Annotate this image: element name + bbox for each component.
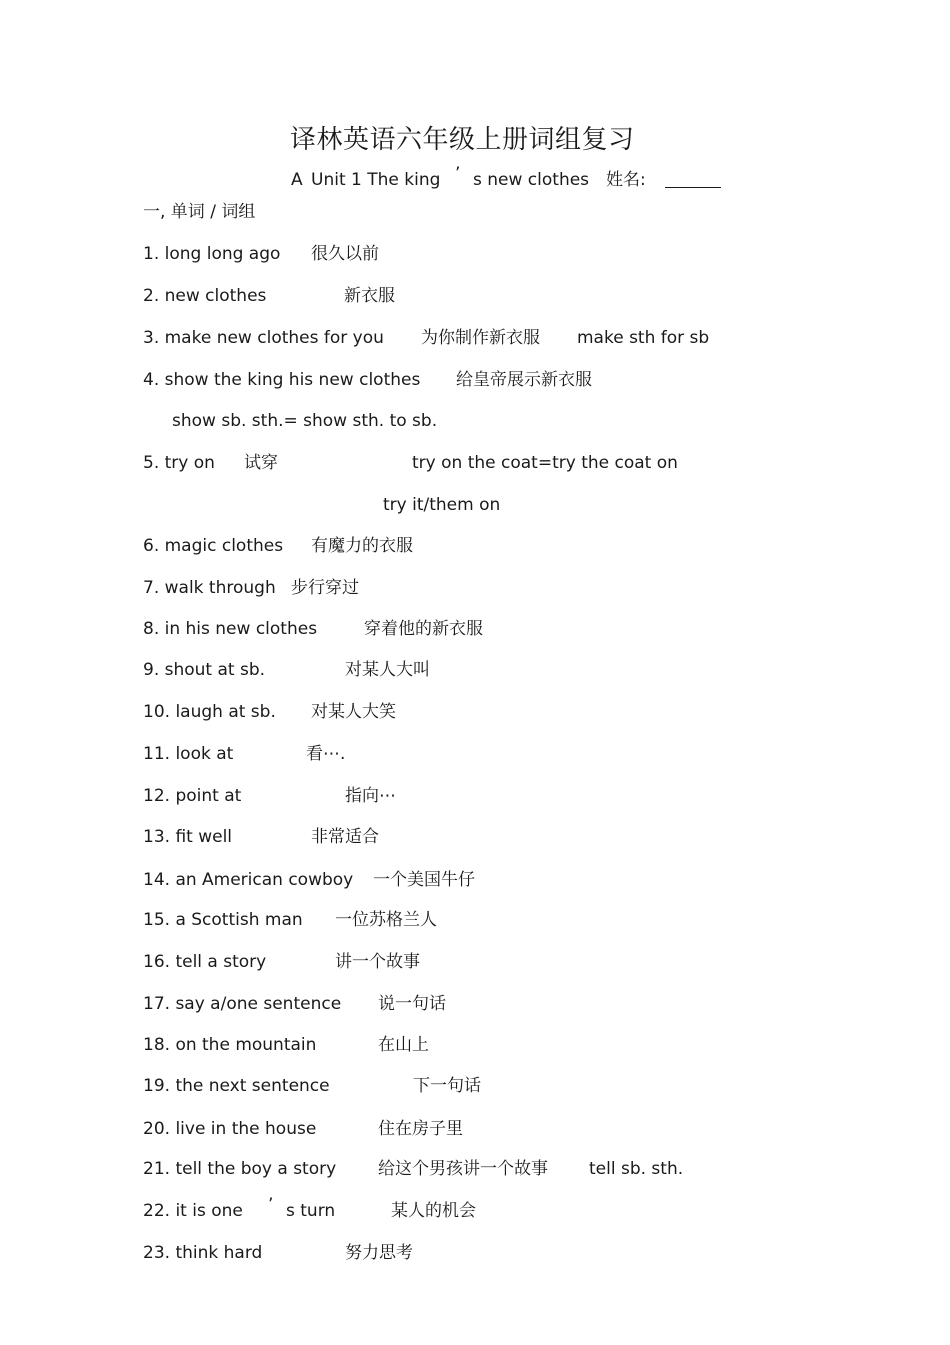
item-chinese: 说一句话 [378,994,446,1014]
item-chinese: 给这个男孩讲一个故事 [378,1159,548,1179]
item-english: 20. live in the house [143,1119,317,1139]
item-chinese: 新衣服 [344,286,395,306]
item-chinese: 穿着他的新衣服 [364,619,483,639]
item-chinese: 为你制作新衣服 [421,328,540,348]
item-chinese: 讲一个故事 [335,952,420,972]
item-chinese: 对某人大笑 [311,702,396,722]
item-english: 13. fit well [143,827,233,847]
item-english: 23. think hard [143,1243,263,1263]
item-english: 1. long long ago [143,244,281,264]
item-note: try on the coat=try the coat on [412,453,678,473]
item-english: 18. on the mountain [143,1035,317,1055]
item-chinese: 住在房子里 [378,1119,463,1139]
item-english: 10. laugh at sb. [143,702,276,722]
item-note-2: try it/them on [383,495,501,515]
item-note: make sth for sb [577,328,710,348]
item-chinese: 有魔力的衣服 [311,536,413,556]
item-english: 2. new clothes [143,286,267,306]
page-title: 译林英语六年级上册词组复习 [290,125,635,155]
unit-label-rest: s new clothes [473,170,590,190]
item-chinese: 对某人大叫 [345,660,430,680]
item-apostrophe: ’ [268,1195,274,1215]
item-english: 12. point at [143,786,242,806]
item-chinese: 步行穿过 [291,578,359,598]
item-english: 19. the next sentence [143,1076,330,1096]
item-chinese: 看⋯. [306,744,346,764]
item-chinese: 试穿 [244,453,278,473]
item-english: 11. look at [143,744,234,764]
item-english: 7. walk through [143,578,276,598]
item-english: 5. try on [143,453,215,473]
item-english: 16. tell a story [143,952,267,972]
item-chinese: 一位苏格兰人 [335,910,437,930]
item-note: show sb. sth.= show sth. to sb. [172,411,438,431]
item-english: 22. it is one [143,1201,243,1221]
item-english: 8. in his new clothes [143,619,318,639]
item-english: 3. make new clothes for you [143,328,384,348]
unit-apostrophe: ’ [455,164,461,184]
section-heading: 一, 单词 / 词组 [143,202,256,222]
unit-label: Unit 1 The king [311,170,441,190]
unit-prefix: A [291,170,303,190]
item-chinese: 某人的机会 [391,1201,476,1221]
item-chinese: 努力思考 [345,1243,413,1263]
item-english: 14. an American cowboy [143,870,354,890]
item-chinese: 很久以前 [311,244,379,264]
name-blank-field[interactable] [665,187,721,188]
item-english: 15. a Scottish man [143,910,303,930]
item-english: 4. show the king his new clothes [143,370,421,390]
item-chinese: 给皇帝展示新衣服 [456,370,592,390]
item-chinese: 一个美国牛仔 [373,870,475,890]
item-chinese: 下一句话 [413,1076,481,1096]
item-english-tail: s turn [286,1201,336,1221]
item-chinese: 在山上 [378,1035,429,1055]
item-english: 21. tell the boy a story [143,1159,337,1179]
item-note: tell sb. sth. [589,1159,684,1179]
item-english: 17. say a/one sentence [143,994,342,1014]
item-chinese: 非常适合 [311,827,379,847]
item-chinese: 指向⋯ [345,786,396,806]
item-english: 6. magic clothes [143,536,284,556]
name-label: 姓名: [606,170,646,190]
item-english: 9. shout at sb. [143,660,266,680]
